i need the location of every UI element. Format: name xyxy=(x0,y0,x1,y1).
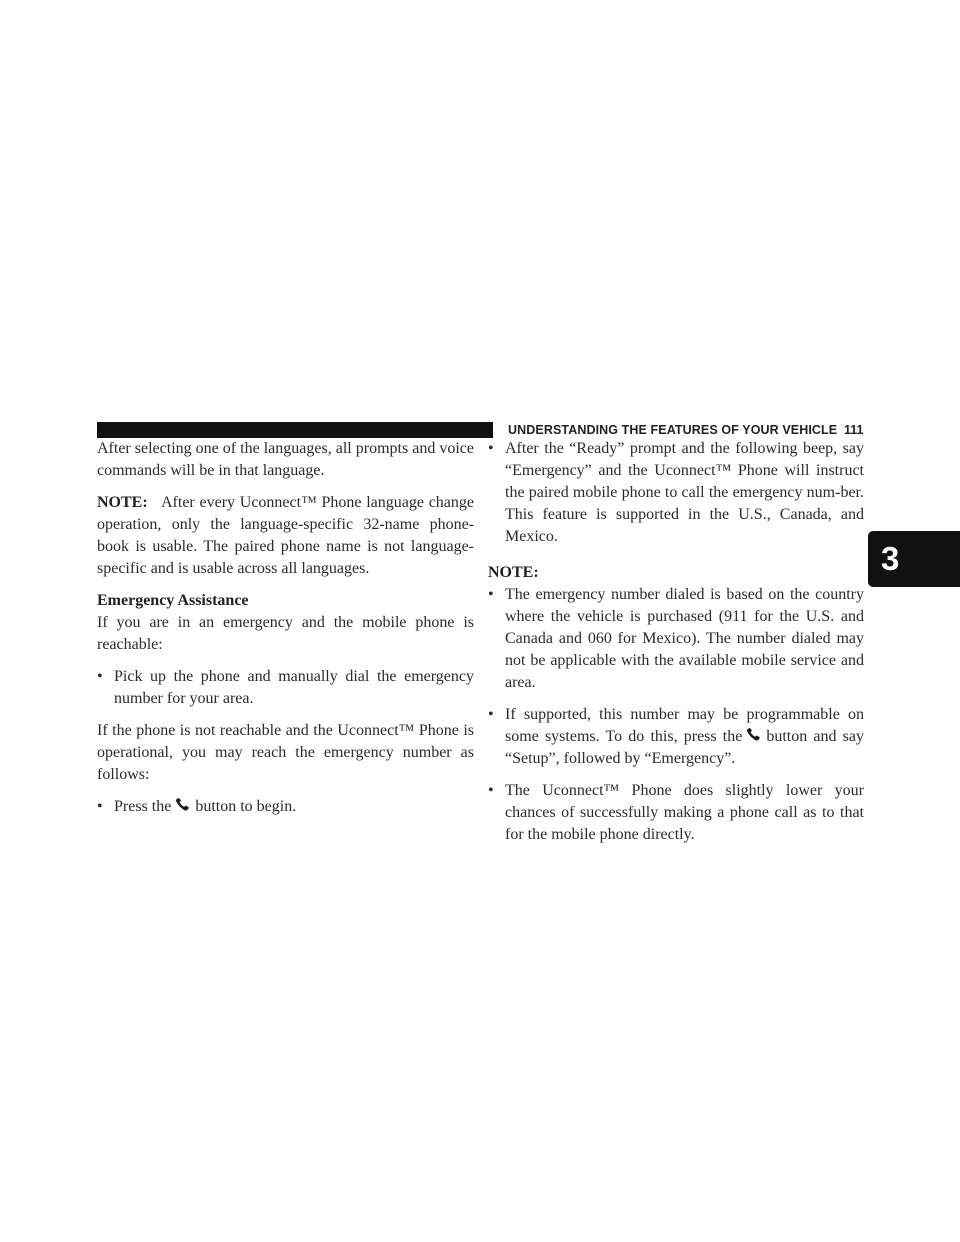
phone-handset-icon xyxy=(746,728,762,742)
paragraph-not-reachable: If the phone is not reachable and the Uconnect™ Phone is operational, you may reach the emergency number as follows: xyxy=(97,722,474,783)
paragraph-emergency-reachable: If you are in an emergency and the mobile phone is reachable: xyxy=(97,614,474,653)
note-label: NOTE: xyxy=(488,564,539,581)
right-column xyxy=(488,438,864,856)
header-rule-bar xyxy=(97,422,493,438)
bullet-text: The emergency number dialed is based on the country where the vehicle is purchased (911 for the U.S. and Canada and 060 for Mexico). The number dialed may not be applicable with the available mobile service and area. xyxy=(505,586,864,691)
bullet-text: Pick up the phone and manually dial the emergency number for your area. xyxy=(114,668,474,707)
bullet-dot: • xyxy=(488,782,494,799)
page-number: 111 xyxy=(844,423,864,437)
bullet-text-before: Press the xyxy=(114,798,172,815)
note-label: NOTE: xyxy=(97,494,148,511)
bullet-press-phone-button xyxy=(97,796,474,818)
bullet-text: The Uconnect™ Phone does slightly lower your chances of successfully making a phone call as to that for the mobile phone directly. xyxy=(505,782,864,843)
bullet-number-dialed xyxy=(488,584,864,694)
note-text: After every Uconnect™ Phone language change operation, only the language-specific 32-name phone-book is usable. The paired phone name is not language-specific and is usable across all languages. xyxy=(97,494,474,577)
note-language-change xyxy=(97,492,474,580)
bullet-say-emergency xyxy=(488,438,864,548)
chapter-tab xyxy=(868,531,960,587)
running-header-title: UNDERSTANDING THE FEATURES OF YOUR VEHICLE xyxy=(508,423,838,437)
paragraph-language-selection: After selecting one of the languages, all prompts and voice commands will be in that language. xyxy=(97,440,474,479)
left-column xyxy=(97,438,474,828)
bullet-text-after: button to begin. xyxy=(195,798,297,815)
bullet-text-before: If supported, this number may be programmable on some systems. To do this, press the xyxy=(505,706,864,745)
phone-handset-icon xyxy=(175,798,191,812)
bullet-dot: • xyxy=(97,798,103,815)
section-heading-emergency: Emergency Assistance xyxy=(97,592,249,609)
bullet-dot: • xyxy=(488,706,494,723)
bullet-text-after: button and say “Setup”, followed by “Emergency”. xyxy=(505,728,864,767)
bullet-manual-dial xyxy=(97,666,474,710)
bullet-programmable xyxy=(488,704,864,770)
chapter-number: 3 xyxy=(881,540,900,577)
bullet-dot: • xyxy=(488,440,494,457)
bullet-lower-chances xyxy=(488,780,864,846)
bullet-dot: • xyxy=(488,586,494,603)
bullet-text: After the “Ready” prompt and the following beep, say “Emergency” and the Uconnect™ Phone will instruct the paired mobile phone to call the emergency num-ber. This feature is supported in the U.S., Canada, and Mexico. xyxy=(505,440,864,545)
bullet-dot: • xyxy=(97,668,103,685)
